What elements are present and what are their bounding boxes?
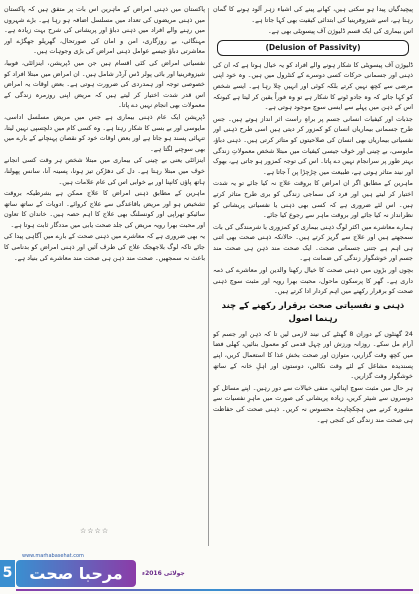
- paragraph: ماہرین کے مطابق ذہنی امراض کا علاج ممکن ہے بشرطیکہ بروقت تشخیص ہو اور مریض باقاعدگی سے علاج کروائے۔ ادویات کے ساتھ ساتھ سائیکو تھراپی اور کونسلنگ بھی علاج کا اہم حصہ ہیں۔ خاندان کا تعاون اور محبت بھرا رویہ مریض کی جلد صحت یابی میں مددگار ثابت ہوتا ہے۔: [4, 189, 205, 229]
- page-footer: [0, 550, 419, 594]
- section-heading: ذہنی و نفسیاتی صحت برقرار رکھنے کے چند رہنما اصول: [221, 300, 405, 324]
- paragraph: اس بیماری کی ایک قسم ڈلیوژن آف پیسویٹی بھی ہے۔: [267, 27, 413, 36]
- paragraph: پیچیدگیاں پیدا ہو سکتی ہیں، کھانے پینے کی اشیاء زہر آلود ہونے کا گمان رہتا ہے، اسے شیزوفرینیا کی ابتدائی کیفیت بھی کہا جاتا ہے۔: [213, 5, 413, 24]
- issue-date: جولائی 2016ء: [142, 570, 185, 577]
- paragraph: ڈپریشن ایک عام ذہنی بیماری ہے جس میں مریض مسلسل اداسی، مایوسی اور بے بسی کا شکار رہتا ہے۔ وہ کسی کام میں دلچسپی نہیں لیتا، تنہائی پسند ہو جاتا ہے اور بعض اوقات خود کو نقصان پہنچانے کے بارے میں بھی سوچنے لگتا ہے۔: [4, 112, 205, 153]
- paragraph: پاکستان میں ذہنی امراض کے ماہرین اس بات پر متفق ہیں کہ پاکستان میں ذہنی مریضوں کی تعداد میں مسلسل اضافہ ہو رہا ہے۔ بڑے شہروں میں رہنے والے افراد میں ذہنی دباؤ اور پریشانی کی شرح بہت زیادہ ہے۔ مہنگائی، بے روزگاری، امن و امان کی صورتحال، گھریلو جھگڑے اور معاشرتی دباؤ جیسے عوامل ذہنی امراض کی بڑی وجوہات ہیں۔: [4, 5, 205, 56]
- paragraph: یہ بھی ضروری ہے کہ معاشرے میں ذہنی صحت کے بارے میں آگاہی پیدا کی جائے تاکہ لوگ بلاجھجک علاج کی طرف آئیں اور ذہنی امراض کو بدنامی کا باعث نہ سمجھیں۔ صحت مند ذہن ہی صحت مند معاشرے کی بنیاد ہے۔: [4, 232, 205, 262]
- paragraph: اینزائٹی یعنی بے چینی کی بیماری میں مبتلا شخص ہر وقت کسی انجانے خوف میں مبتلا رہتا ہے۔ دل کی دھڑکن تیز ہونا، پسینہ آنا، سانس پھولنا، ہاتھ پاؤں کانپنا اور بے خوابی اس کی عام علامات ہیں۔: [4, 156, 205, 186]
- right-column: [213, 4, 413, 548]
- paragraph: ہمارے معاشرے میں اکثر لوگ ذہنی بیماری کو کمزوری یا شرمندگی کی بات سمجھتے ہیں اور علاج سے گریز کرتے ہیں۔ حالانکہ ذہنی صحت بھی اتنی ہی اہم ہے جتنی جسمانی صحت۔ ایک صحت مند ذہن ہی صحت مند جسم اور خوشگوار زندگی کی ضمانت ہے۔: [213, 222, 413, 263]
- page-number: 5: [0, 560, 15, 587]
- paragraph: ماہرین کے مطابق اگر ان امراض کا بروقت علاج نہ کیا جائے تو یہ شدت اختیار کر لیتے ہیں اور فرد کی سماجی زندگی کو بری طرح متاثر کرتے ہیں۔ اس لئے ضروری ہے کہ کسی بھی ذہنی یا نفسیاتی پریشانی کو نظرانداز نہ کیا جائے اور بروقت ماہر سے رجوع کیا جائے۔: [213, 179, 413, 220]
- left-column: [4, 4, 205, 548]
- website-link[interactable]: www.marhabasehat.com: [22, 553, 84, 559]
- paragraph: ہر حال میں مثبت سوچ اپنائیں، منفی خیالات سے دور رہیں۔ اپنے مسائل کو دوسروں سے شیئر کریں، زیادہ پریشانی کی صورت میں ماہرِ نفسیات سے مشورہ کرنے میں ہچکچاہٹ محسوس نہ کریں۔ ذہنی صحت کی حفاظت ہی صحت مند زندگی کی کنجی ہے۔: [213, 383, 413, 424]
- boxed-term-label: (Delusion of Passivity): [217, 40, 409, 56]
- paragraph: نفسیاتی امراض کی کئی اقسام ہیں جن میں ڈپریشن، اینزائٹی، فوبیا، شیزوفرینیا اور بائی پولر ڈس آرڈر شامل ہیں۔ ان امراض میں مبتلا افراد کو خصوصی توجہ اور ہمدردی کی ضرورت ہوتی ہے۔ بعض اوقات یہ امراض اس قدر شدت اختیار کر لیتے ہیں کہ مریض اپنی روزمرہ زندگی کے معمولات بھی انجام نہیں دے پاتا۔: [4, 58, 205, 110]
- magazine-logo: مرحبا صحت: [16, 560, 136, 587]
- footer-rule: [16, 589, 413, 591]
- paragraph: ڈلیوژن آف پیسویٹی کا شکار ہونے والے افراد کو یہ خیال ہوتا ہے کہ ان کی ذہنی اور جسمانی حرکات کسی دوسرے کے کنٹرول میں ہیں۔ وہ خود اپنی مرضی سے کچھ نہیں کرتے بلکہ کوئی اور انہیں چلا رہا ہے۔ ایسے شخص کو کہا جائے کہ وہ جادو ٹونے کا شکار ہے تو وہ فوراً یقین کر لیتا ہے کیونکہ اس کے ذہن میں پہلے سے ایسی سوچ موجود ہوتی ہے۔: [213, 60, 413, 112]
- paragraph: بچوں اور بڑوں میں ذہنی صحت کا خیال رکھنا والدین اور معاشرے کی ذمہ داری ہے۔ گھر کا پرسکون ماحول، محبت بھرا رویہ اور مثبت سوچ ذہنی صحت کو برقرار رکھنے میں اہم کردار ادا کرتے ہیں۔: [213, 266, 413, 296]
- column-divider: [208, 8, 209, 546]
- paragraph: 24 گھنٹوں کے دوران 8 گھنٹے کی نیند لازمی لیں تا کہ ذہن اور جسم کو آرام مل سکے۔ روزانہ ورزش اور چہل قدمی کو معمول بنائیں، کھلی فضا میں کچھ وقت گزاریں، متوازن اور صحت بخش غذا کا استعمال کریں، اپنے پسندیدہ مشاغل کے لئے وقت نکالیں، دوستوں اور اہلِ خانہ کے ساتھ خوشگوار وقت گزاریں۔: [213, 329, 413, 381]
- paragraph: جذبات اور کیفیات انسانی جسم پر براہِ راست اثر انداز ہوتے ہیں۔ جس طرح جسمانی بیماریاں انسان کو کمزور کر دیتی ہیں اسی طرح ذہنی اور نفسیاتی بیماریاں بھی انسان کی صلاحیتوں کو متاثر کرتی ہیں۔ ذہنی دباؤ، مایوسی، بے چینی اور خوف جیسی کیفیات میں مبتلا شخص معمولاتِ زندگی بہتر طور پر سرانجام نہیں دے پاتا۔ اس کی توجہ کمزور ہو جاتی ہے، بھوک اور نیند متاثر ہوتی ہے، طبیعت میں چڑچڑا پن آ جاتا ہے۔: [213, 114, 413, 176]
- end-of-article-stars: ☆☆☆☆: [80, 527, 110, 535]
